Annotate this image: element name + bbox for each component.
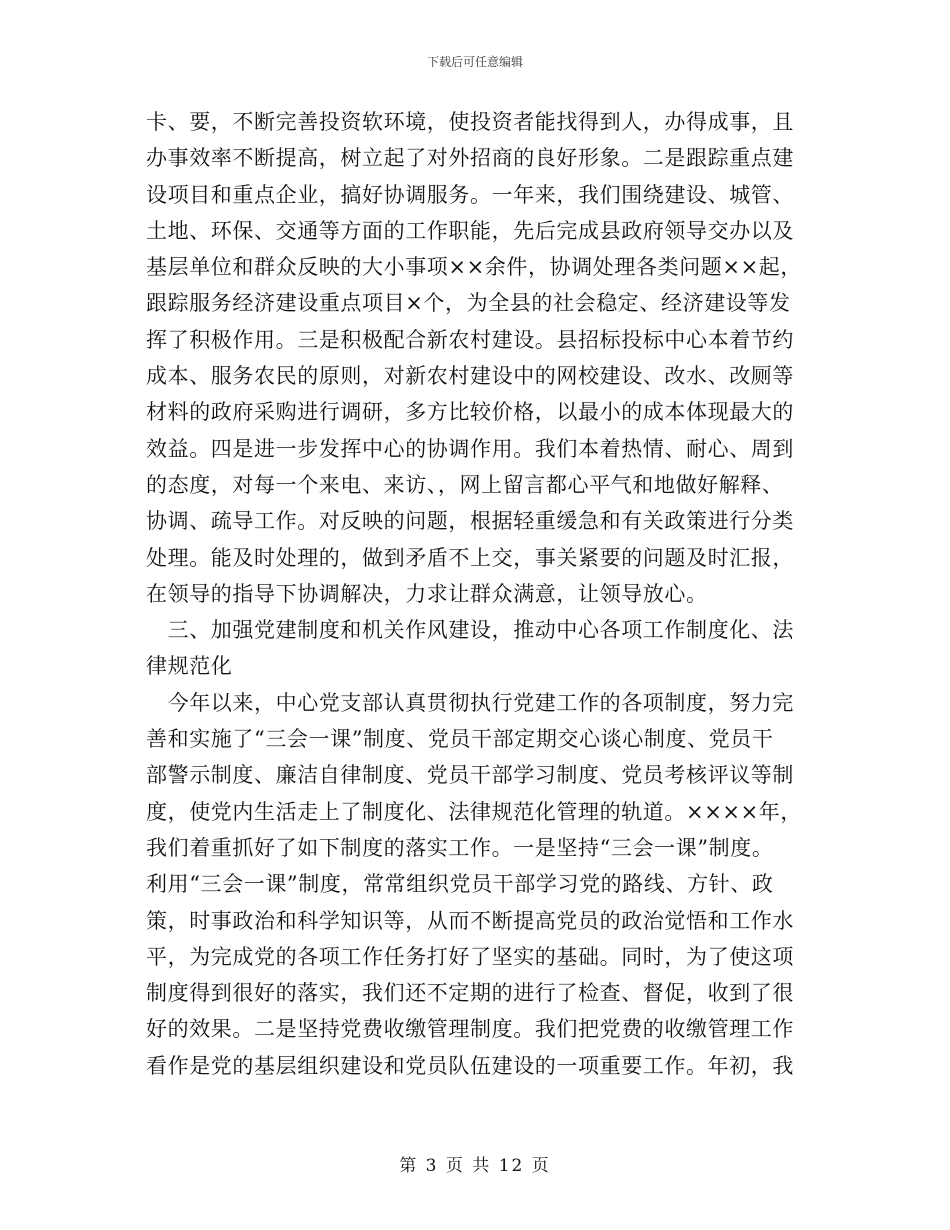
text-line: 善和实施了“三会一课”制度、党员干部定期交心谈心制度、党员干 — [146, 727, 774, 752]
text-line: 今年以来，中心党支部认真贯彻执行党建工作的各项制度，努力完 — [146, 690, 794, 715]
text-line: 在领导的指导下协调解决，力求让群众满意，让领导放心。 — [146, 581, 708, 606]
text-line: 协调、疏导工作。对反映的问题，根据轻重缓急和有关政策进行分类 — [146, 509, 794, 534]
text-line: 基层单位和群众反映的大小事项××余件，协调处理各类问题××起， — [146, 255, 802, 280]
page-number-footer: 第 3 页 共 12 页 — [399, 1156, 551, 1176]
text-line: 平，为完成党的各项工作任务打好了坚实的基础。同时，为了使这项 — [146, 944, 794, 969]
text-line: 效益。四是进一步发挥中心的协调作用。我们本着热情、耐心、周到 — [146, 436, 794, 461]
text-line: 度，使党内生活走上了制度化、法律规范化管理的轨道。××××年， — [146, 799, 802, 824]
document-body — [146, 104, 806, 1084]
page-header: 下载后可任意编辑 — [426, 55, 523, 69]
text-line: 看作是党的基层组织建设和党员队伍建设的一项重要工作。年初，我 — [146, 1053, 794, 1078]
text-line: 成本、服务农民的原则，对新农村建设中的网校建设、改水、改厕等 — [146, 364, 794, 389]
text-line: 好的效果。二是坚持党费收缴管理制度。我们把党费的收缴管理工作 — [146, 1017, 794, 1042]
text-line: 办事效率不断提高，树立起了对外招商的良好形象。二是跟踪重点建 — [146, 146, 794, 171]
text-line: 策，时事政治和科学知识等，从而不断提高党员的政治觉悟和工作水 — [146, 908, 794, 933]
text-line: 我们着重抓好了如下制度的落实工作。一是坚持“三会一课”制度。 — [146, 835, 774, 860]
section-heading-line: 律规范化 — [146, 654, 233, 679]
section-heading-line: 三、加强党建制度和机关作风建设，推动中心各项工作制度化、法 — [146, 618, 794, 643]
text-line: 部警示制度、廉洁自律制度、党员干部学习制度、党员考核评议等制 — [146, 763, 794, 788]
text-line: 处理。能及时处理的，做到矛盾不上交，事关紧要的问题及时汇报， — [146, 545, 794, 570]
text-line: 的态度，对每一个来电、来访、，网上留言都心平气和地做好解释、 — [146, 472, 784, 497]
text-line: 土地、环保、交通等方面的工作职能，先后完成县政府领导交办以及 — [146, 218, 794, 243]
text-line: 利用“三会一课”制度，常常组织党员干部学习党的路线、方针、政 — [146, 872, 774, 897]
text-line: 挥了积极作用。三是积极配合新农村建设。县招标投标中心本着节约 — [146, 327, 794, 352]
text-line: 跟踪服务经济建设重点项目×个，为全县的社会稳定、经济建设等发 — [146, 291, 791, 316]
text-line: 设项目和重点企业，搞好协调服务。一年来，我们围绕建设、城管、 — [146, 182, 794, 207]
text-line: 材料的政府采购进行调研，多方比较价格，以最小的成本体现最大的 — [146, 400, 794, 425]
text-line: 制度得到很好的落实，我们还不定期的进行了检查、督促，收到了很 — [146, 981, 794, 1006]
text-line: 卡、要，不断完善投资软环境，使投资者能找得到人，办得成事，且 — [146, 110, 794, 134]
